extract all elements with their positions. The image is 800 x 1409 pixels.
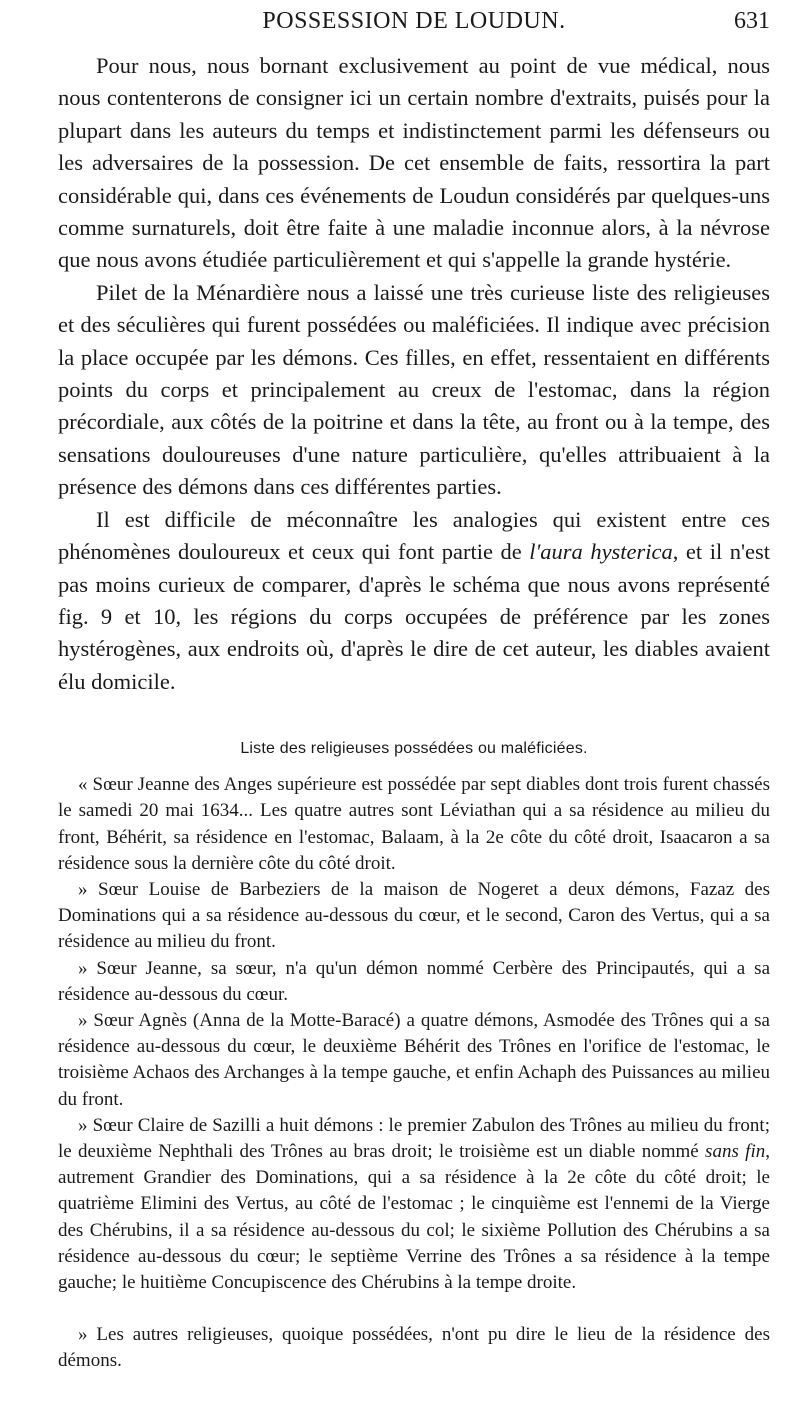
paragraph-1: Pour nous, nous bornant exclusivement au point de vue médical, nous nous contenterons de consigner ici un certain nombre d'extraits, puisés pour la plupart dans les auteurs du temps et indistinctement parmi les défenseurs ou les adversaires de la possession. De cet ensemble de faits, ressortira la part considérable qui, dans ces événements de Loudun considérés par quelques-uns comme surnaturels, doit être faite à une maladie inconnue alors, à la névrose que nous avons étudiée particulièrement et qui s'appelle la grande hystérie. [58,53,770,273]
aura-hysterica-term: l'aura hysterica [529,539,673,565]
quote-jeanne-des-anges: « Sœur Jeanne des Anges supérieure est possédée par sept diables dont trois furent chassés le samedi 20 mai 1634... Les quatre autres sont Léviathan qui a sa résidence au milieu du front, Béhérit, sa résidence en l'estomac, Balaam, à la 2e côte du côté droit, Isaacaron a sa résidence sous la dernière côte du côté droit. [58,774,770,874]
paragraph-3-text-end: , et il n'est pas moins curieux de comparer, d'après le schéma que nous avons représenté fig. 9 et 10, les régions du corps occupées de préférence par les zones hystérogènes, aux endroits où, d'après le dire de cet auteur, les diables avaient élu domicile. [58,539,771,694]
closing-quote: » Les autres religieuses, quoique possédées, n'ont pu dire le lieu de la résidence des démons. [58,1324,770,1372]
quote-jeanne: » Sœur Jeanne, sa sœur, n'a qu'un démon nommé Cerbère des Principautés, qui a sa résidence au-dessous du cœur. [58,957,770,1005]
paragraph-3-text: Il est difficile de méconnaître les analogies qui existent entre ces phénomènes douloureux et ceux qui font partie de [58,506,770,565]
quote-claire-de-sazilli [58,1113,770,1296]
page-number: 631 [734,8,770,34]
quote-agnes: » Sœur Agnès (Anna de la Motte-Baracé) a quatre démons, Asmodée des Trônes qui a sa résidence au-dessous du cœur, le deuxième Béhérit des Trônes en l'orifice de l'estomac, le troisième Achaos des Archanges à la tempe gauche, et enfin Achaph des Puissances au milieu du front. [58,1009,770,1110]
paragraph-2: Pilet de la Ménardière nous a laissé une très curieuse liste des religieuses et des séculières qui furent possédées ou maléficiées. Il indique avec précision la place occupée par les démons. Ces filles, en effet, ressentaient en différents points du corps et principalement au creux de l'estomac, dans la région précordiale, aux côtés de la poitrine et dans la tête, au front ou à la tempe, des sensations douloureuses d'une nature particulière, qu'elles attribuaient à la présence des démons dans ces différentes parties. [58,279,770,500]
paragraph-3 [58,504,770,698]
quote-claire-text-end: , autrement Grandier des Dominations, qui a sa résidence à la 2e côte du côté droit; le quatrième Elimini des Vertus, au côté de l'estomac ; le cinquième est l'ennemi de la Vierge des Chérubins, il a sa résidence au-dessous du col; le sixième Pollution des Chérubins a sa résidence au-dessous du cœur; le septième Verrine des Trônes a sa résidence à la tempe gauche; le huitième Concupiscence des Chérubins à la tempe droite. [58,1140,770,1293]
running-title: POSSESSION DE LOUDUN. [262,8,566,34]
sans-fin-term: sans fin [705,1140,766,1162]
quote-claire-text: » Sœur Claire de Sazilli a huit démons : le premier Zabulon des Trônes au milieu du front; le deuxième Nephthali des Trônes au bras droit; le troisième est un diable nommé [58,1114,770,1162]
page-body [58,50,770,1375]
running-header [58,2,770,42]
list-title: Liste des religieuses possédées ou maléficiées. [240,740,588,758]
quote-louise-de-barbeziers: » Sœur Louise de Barbeziers de la maison de Nogeret a deux démons, Fazaz des Dominations qui a sa résidence au-dessous du cœur, et le second, Caron des Vertus, qui a sa résidence au milieu du front. [58,878,770,953]
